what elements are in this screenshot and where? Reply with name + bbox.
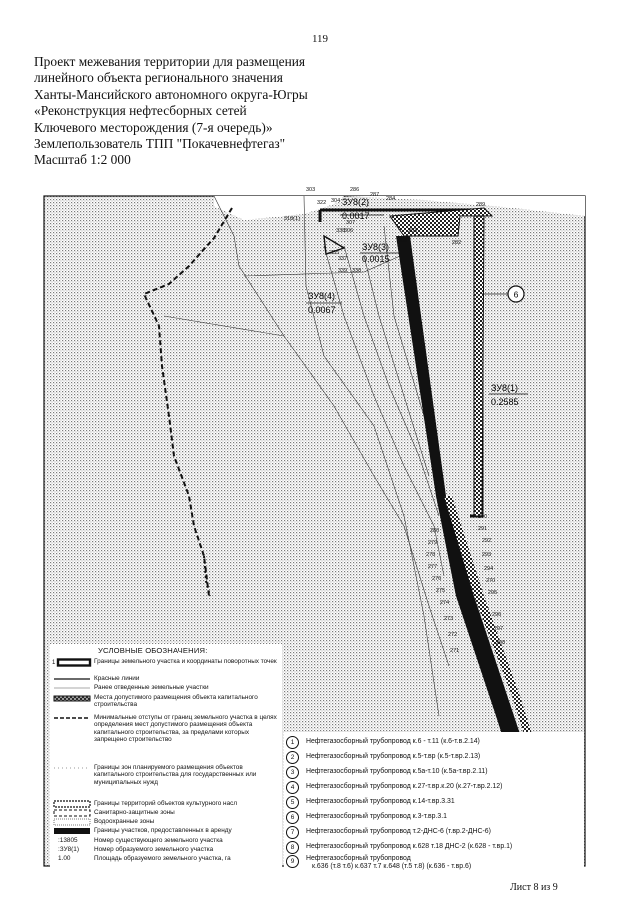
title-line: Ключевого месторождения (7-я очередь)»	[34, 119, 273, 135]
parcel-area: 0.0015	[362, 254, 390, 264]
legend-item	[50, 809, 282, 817]
scale-label: Масштаб 1:2 000	[34, 152, 131, 168]
parcel-id: ЗУ8(2)	[342, 197, 370, 207]
pipeline-item	[284, 841, 584, 855]
setback-symbol	[52, 714, 92, 722]
pipeline-text: Нефтегазосборный трубопровод к.628 т.18 ДНС-2 (к.628 - т.вр.1)	[306, 843, 513, 850]
pipeline-number: 7	[286, 826, 299, 839]
legend-text: Места допустимого размещения объекта капитального строительства	[94, 694, 258, 709]
point-label: 270	[486, 578, 496, 584]
water-zone-symbol	[52, 818, 92, 826]
legend-item	[50, 818, 282, 826]
heritage-symbol	[52, 800, 92, 808]
pipeline-text-continued: к.636 (т.8 т.6) к.637 т.7 к.648 (т.5 т.8) (к.636 - т.вр.6)	[312, 863, 472, 870]
point-label: 335	[330, 250, 340, 256]
pipeline-item	[284, 781, 584, 795]
sheet-label: Лист 8 из 9	[510, 882, 558, 893]
pipeline-number: 6	[286, 811, 299, 824]
point-label: 304	[331, 198, 341, 204]
point-label: 322	[317, 200, 327, 206]
title-line: линейного объекта регионального значения	[34, 70, 283, 86]
point-label: 289	[476, 202, 486, 208]
legend-text: Номер существующего земельного участка	[94, 837, 223, 844]
point-label: 274	[440, 600, 450, 606]
point-label: 339	[338, 268, 348, 274]
point-label: 275	[436, 588, 446, 594]
legend-text: Границы зон планируемого размещения объектов капитального строительства для государственных или муниципальных нужд	[94, 764, 257, 786]
point-label: 291	[478, 526, 488, 532]
point-label: 298	[496, 640, 506, 646]
parcel-area: 0.2585	[491, 397, 519, 407]
legend-text: Минимальные отступы от границ земельного участка в целях определения мест допустимого размещения объекта капитального строительства, за пределами которых запрещено строительство	[94, 714, 277, 744]
pipeline-text: Нефтегазосборный трубопровод т.2-ДНС-6 (т.вр.2-ДНС-6)	[306, 828, 491, 835]
point-label: 293	[482, 552, 492, 558]
legend-item	[50, 684, 282, 692]
pipeline-number: 1	[286, 736, 299, 749]
legend-text: Границы участков, предоставленных в аренду	[94, 827, 232, 834]
sanitary-zone-symbol	[52, 809, 92, 817]
point-label: 282	[452, 240, 462, 246]
point-label: 303	[306, 187, 316, 193]
point-label: 278	[426, 552, 436, 558]
pipeline-number: 9	[286, 855, 299, 868]
point-label: 295	[488, 590, 498, 596]
legend-code: :ЗУ8(1)	[58, 846, 79, 853]
point-label: 290	[478, 514, 488, 520]
pipeline-band	[474, 216, 484, 516]
point-label: 292	[482, 538, 492, 544]
legend-text: Ранее отведенные земельные участки	[94, 684, 209, 691]
legend-item	[50, 675, 282, 683]
legend-text: Санитарно-защитные зоны	[94, 809, 175, 816]
legend-item	[50, 694, 282, 710]
red-line-symbol	[52, 675, 92, 683]
placement-symbol	[52, 694, 92, 702]
point-label: 337	[338, 256, 348, 262]
legend-text: Водоохранные зоны	[94, 818, 155, 825]
point-label: 280	[430, 528, 440, 534]
page-number: 119	[311, 33, 329, 45]
point-label: 272	[448, 632, 458, 638]
legend-text: Границы территорий объектов культурного насл	[94, 800, 238, 807]
pipeline-text: Нефтегазосборный трубопровод	[306, 855, 411, 862]
pipeline-item	[284, 766, 584, 780]
legend-text: Границы земельного участка и координаты поворотных точек	[94, 658, 277, 665]
point-label: 305	[398, 238, 408, 244]
boundary-symbol	[52, 658, 92, 666]
point-label: 306	[344, 228, 354, 234]
point-label: 307	[346, 220, 356, 226]
parcel-id: ЗУ8(4)	[308, 291, 336, 301]
title-line: Ханты-Мансийского автономного округа-Югры	[34, 86, 308, 102]
parcel-id: ЗУ8(1)	[491, 383, 519, 393]
point-label: 279	[428, 540, 438, 546]
pipeline-text: Нефтегазосборный трубопровод к.14-т.вр.3.31	[306, 798, 455, 805]
legend-code: 1.00	[58, 855, 71, 862]
point-label: 294	[484, 566, 494, 572]
point-label: 271	[450, 648, 460, 654]
pipeline-item	[284, 855, 584, 874]
legend-item	[50, 714, 282, 754]
legend-item	[50, 764, 282, 788]
legend-text: Номер образуемого земельного участка	[94, 846, 214, 853]
legend-code: :13805	[58, 837, 78, 844]
legend-text: Площадь образуемого земельного участка, га	[94, 855, 231, 862]
title-line: Проект межевания территории для размещения	[34, 54, 306, 69]
point-label: 287	[370, 192, 380, 198]
pipeline-number: 8	[286, 841, 299, 854]
legend-item	[50, 658, 282, 672]
point-label: 284	[386, 196, 396, 202]
legend-item	[50, 800, 282, 808]
pipeline-item	[284, 811, 584, 825]
point-label: 318(1)	[284, 216, 300, 222]
legend-title: УСЛОВНЫЕ ОБОЗНАЧЕНИЯ:	[98, 646, 208, 655]
pipeline-text: Нефтегазосборный трубопровод к.5а-т.10 (к.5а-т.вр.2.11)	[306, 768, 488, 775]
pipeline-number: 5	[286, 796, 299, 809]
marker-number: 6	[513, 289, 519, 300]
allotted-parcel-symbol	[52, 684, 92, 692]
legend-callout: 1	[52, 660, 56, 666]
point-label: 283	[408, 228, 418, 234]
point-label: 273	[444, 616, 454, 622]
pipeline-text: Нефтегазосборный трубопровод к.27-т.вр.к.20 (к.27-т.вр.2.12)	[306, 783, 503, 790]
point-label: 296	[492, 612, 502, 618]
point-label: 276	[432, 576, 442, 582]
pipeline-item	[284, 751, 584, 765]
pipeline-item	[284, 736, 584, 750]
pipeline-number: 2	[286, 751, 299, 764]
parcel-id: ЗУ8(3)	[362, 242, 390, 252]
point-label: 338	[352, 268, 362, 274]
pipeline-number: 4	[286, 781, 299, 794]
point-label: 338	[336, 228, 346, 234]
parcel-area: 0.0067	[308, 305, 336, 315]
parcel-area: 0.0017	[342, 211, 370, 221]
map-legend	[50, 644, 282, 869]
pipeline-text: Нефтегазосборный трубопровод к.3-т.вр.3.1	[306, 813, 448, 820]
point-label: 286	[350, 187, 360, 193]
point-label: 297	[494, 626, 504, 632]
lease-symbol	[52, 827, 92, 835]
pipeline-text: Нефтегазосборный трубопровод к.5-т.вр (к.5-т.вр.2.13)	[306, 753, 481, 760]
legend-code-item	[50, 846, 282, 854]
document-title	[34, 54, 344, 169]
point-label: 277	[428, 564, 438, 570]
legend-code-item	[50, 855, 282, 863]
legend-code-item	[50, 837, 282, 845]
legend-item	[50, 827, 282, 835]
title-line: «Реконструкция нефтесборных сетей	[34, 103, 247, 119]
pipeline-number: 3	[286, 766, 299, 779]
pipeline-text: Нефтегазосборный трубопровод к.6 - т.11 (к.6-т.в.2.14)	[306, 738, 480, 745]
pipeline-item	[284, 796, 584, 810]
pipeline-item	[284, 826, 584, 840]
legend-text: Красные линии	[94, 675, 140, 682]
zone-symbol	[52, 764, 92, 772]
title-line: Землепользователь ТПП "Покачевнефтегаз"	[34, 136, 286, 152]
pipeline-list	[284, 732, 584, 874]
